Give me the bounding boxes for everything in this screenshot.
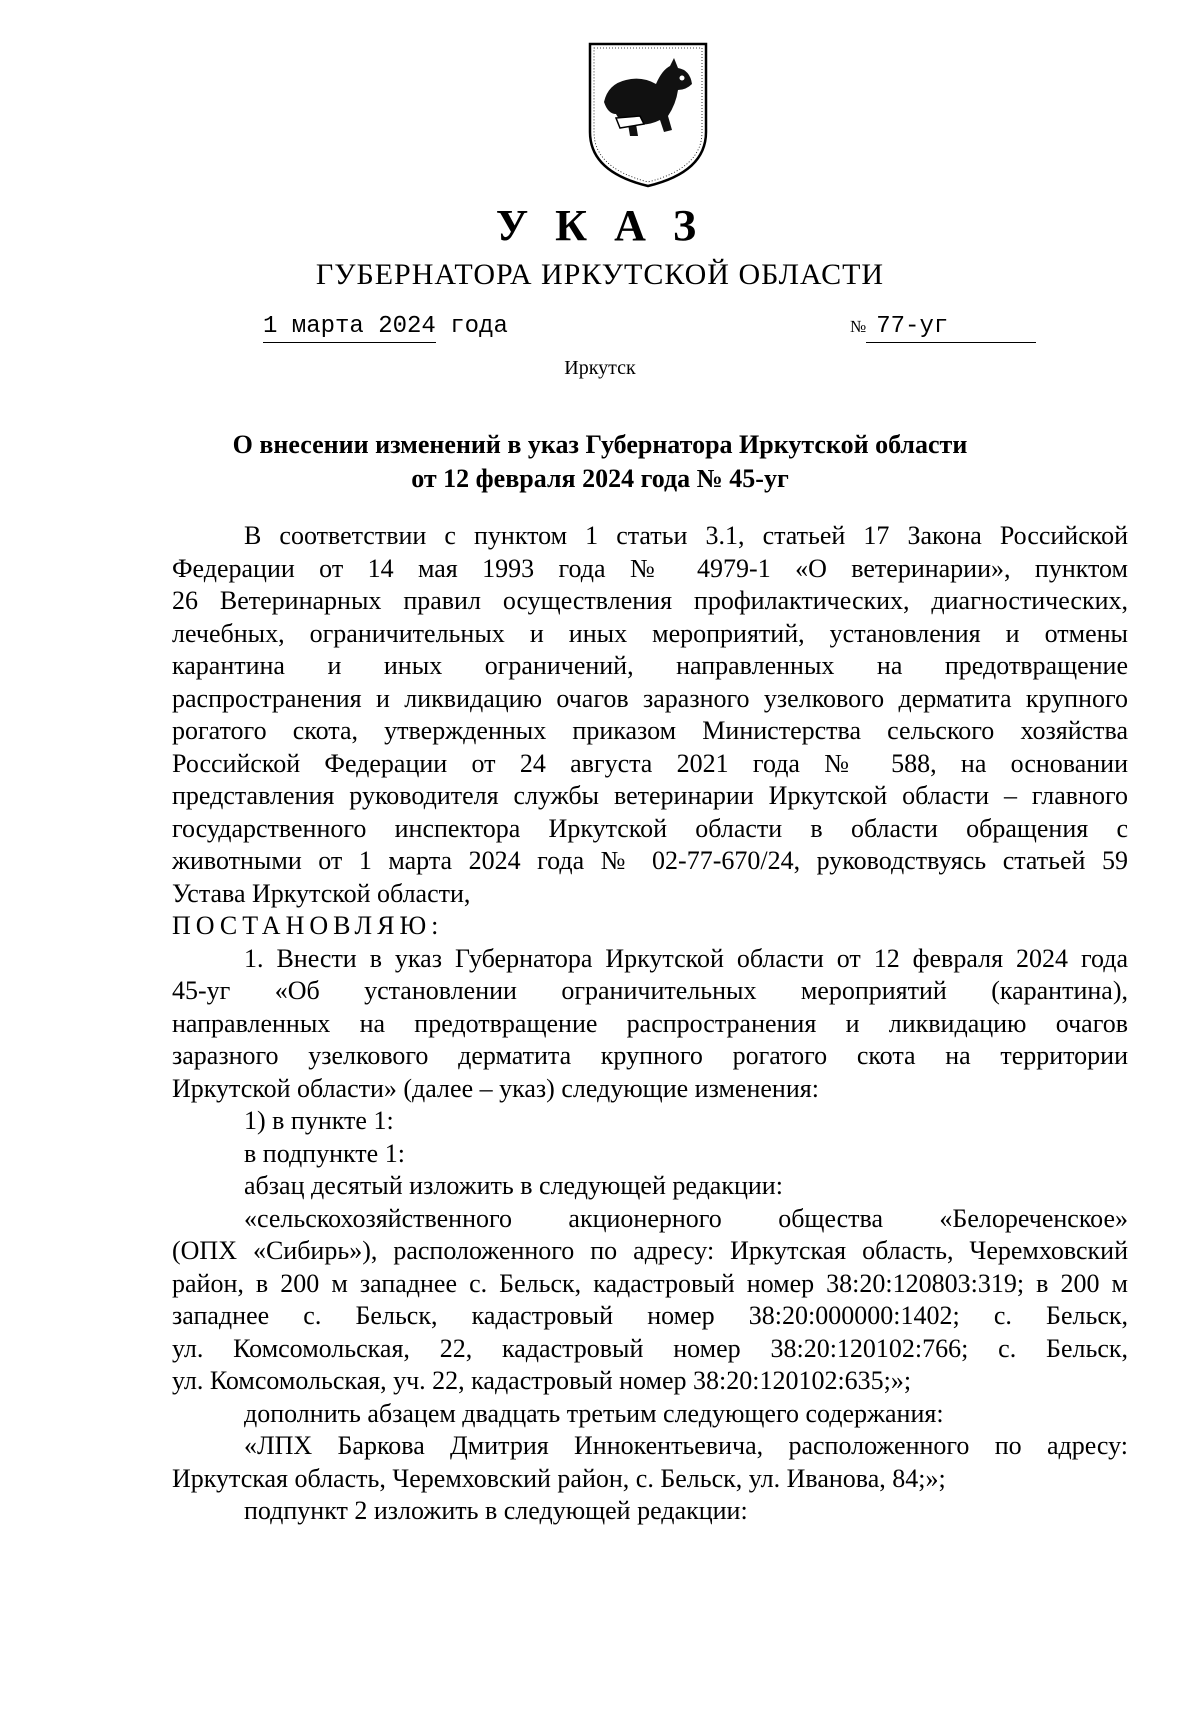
subitem-line: абзац десятый изложить в следующей редакции: — [244, 1171, 783, 1200]
quoted-text-line: западнее с. Бельск, кадастровый номер 38:20:000000:1402; с. Бельск, — [172, 1301, 1128, 1330]
preamble-line: карантина и иных ограничений, направленных на предотвращение — [172, 651, 1128, 680]
item-line: направленных на предотвращение распространения и ликвидацию очагов — [172, 1008, 1128, 1038]
issue-city: Иркутск — [564, 357, 636, 379]
quoted-text-line: (ОПХ «Сибирь»), расположенного по адресу: Иркутская область, Черемховский — [172, 1236, 1128, 1265]
subitem-line: дополнить абзацем двадцать третьим следующего содержания: — [244, 1398, 944, 1428]
quoted-text-line: «ЛПХ Баркова Дмитрия Иннокентьевича, расположенного по адресу: — [244, 1431, 1128, 1460]
preamble-line: государственного инспектора Иркутской области в области обращения с — [172, 813, 1128, 843]
preamble-line: 26 Ветеринарных правил осуществления профилактических, диагностических, — [172, 586, 1128, 615]
subitem-line: 1) в пункте 1: — [244, 1106, 394, 1135]
heading-line: от 12 февраля 2024 года № 45-уг — [411, 464, 789, 493]
coat-of-arms-icon — [586, 40, 710, 190]
item-line: Иркутской области» (далее – указ) следующие изменения: — [172, 1073, 819, 1103]
decree-resolve-word: ПОСТАНОВЛЯЮ: — [172, 911, 444, 940]
irkutsk-crest-icon — [586, 40, 710, 190]
item-line: 45-уг «Об установлении ограничительных мероприятий (карантина), — [172, 976, 1128, 1005]
preamble-line: Российской Федерации от 24 августа 2021 года № 588, на основании — [172, 748, 1128, 778]
preamble-line: представления руководителя службы ветеринарии Иркутской области – главного — [172, 781, 1128, 810]
preamble-line: животными от 1 марта 2024 года № 02-77-670/24, руководствуясь статьей 59 — [172, 846, 1128, 875]
subitem-line: в подпункте 1: — [244, 1138, 405, 1168]
decree-number — [850, 313, 1036, 343]
decree-date-suffix: года — [435, 313, 508, 340]
quoted-text-line: ул. Комсомольская, 22, кадастровый номер 38:20:120102:766; с. Бельск, — [172, 1333, 1128, 1363]
preamble-line: Устава Иркутской области, — [172, 878, 471, 908]
document-title: У К А З — [495, 201, 705, 250]
preamble-line: Федерации от 14 мая 1993 года № 4979-1 «О ветеринарии», пунктом — [172, 553, 1128, 583]
number-sign: № — [850, 317, 867, 336]
quoted-text-line: «сельскохозяйственного акционерного общества «Белореченское» — [244, 1203, 1128, 1233]
item-line: 1. Внести в указ Губернатора Иркутской области от 12 февраля 2024 года — [244, 943, 1128, 973]
decree-date — [263, 313, 508, 343]
item-line: заразного узелкового дерматита крупного рогатого скота на территории — [172, 1041, 1128, 1070]
document-issuer: ГУБЕРНАТОРА ИРКУТСКОЙ ОБЛАСТИ — [315, 258, 885, 291]
heading-line: О внесении изменений в указ Губернатора Иркутской области — [232, 430, 968, 459]
preamble-line: лечебных, ограничительных и иных мероприятий, установления и отмены — [172, 618, 1128, 648]
subitem-line: подпункт 2 изложить в следующей редакции: — [244, 1496, 748, 1525]
preamble-line: распространения и ликвидацию очагов заразного узелкового дерматита крупного — [172, 683, 1128, 713]
quoted-text-line: Иркутская область, Черемховский район, с. Бельск, ул. Иванова, 84;»; — [172, 1463, 946, 1493]
decree-number-value: 77-уг — [866, 313, 1036, 343]
preamble-line: рогатого скота, утвержденных приказом Министерства сельского хозяйства — [172, 716, 1128, 745]
preamble-line: В соответствии с пунктом 1 статьи 3.1, статьей 17 Закона Российской — [244, 521, 1128, 550]
decree-body — [172, 520, 1128, 1528]
quoted-text-line: ул. Комсомольская, уч. 22, кадастровый номер 38:20:120102:635;»; — [172, 1366, 912, 1395]
decree-heading — [0, 428, 1200, 496]
quoted-text-line: район, в 200 м западнее с. Бельск, кадастровый номер 38:20:120803:319; в 200 м — [172, 1268, 1128, 1298]
decree-date-value: 1 марта 2024 — [263, 313, 436, 343]
